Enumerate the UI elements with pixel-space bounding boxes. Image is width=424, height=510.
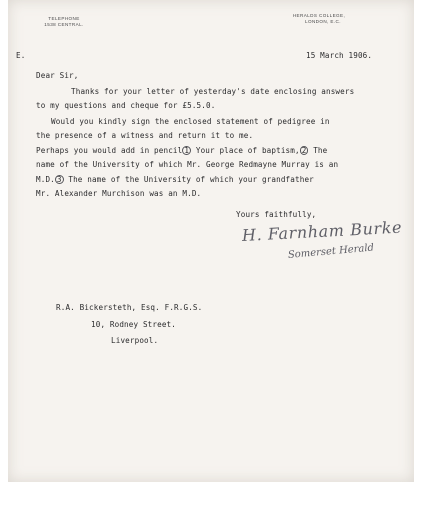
signature: H. Farnham Burke: [241, 217, 403, 245]
signature-title: Somerset Herald: [287, 242, 375, 261]
addressee-street: 10, Rodney Street.: [91, 320, 176, 329]
letterhead-telephone: [36, 16, 92, 28]
body-line-4: the presence of a witness and return it to me.: [36, 131, 254, 140]
body-line-6: name of the University of which Mr. George Redmayne Murray is an: [36, 160, 339, 169]
body-line-8: Mr. Alexander Murchison was an M.D.: [36, 189, 202, 198]
circled-number-3: 3: [56, 175, 62, 184]
body-line-5-end: The: [308, 146, 328, 155]
letterhead-telephone-label: TELEPHONE: [48, 16, 80, 21]
body-line-5: [36, 146, 327, 156]
salutation: Dear Sir,: [36, 71, 79, 80]
addressee-city: Liverpool.: [111, 336, 159, 345]
addressee-name: R.A. Bickersteth, Esq. F.R.G.S.: [56, 303, 203, 312]
circled-number-2: 2: [301, 146, 307, 155]
body-line-2: to my questions and cheque for £5.5.0.: [36, 101, 216, 110]
letterhead-telephone-number: 1538 CENTRAL.: [44, 22, 84, 27]
closing: Yours faithfully,: [236, 210, 317, 219]
body-line-1: Thanks for your letter of yesterday's date enclosing answers: [71, 87, 355, 96]
letter-date: 15 March 1906.: [306, 51, 373, 60]
letter-reference: E.: [16, 51, 26, 60]
letterhead-city: LONDON, E.C.: [305, 19, 341, 24]
circled-number-1: 1: [184, 146, 190, 155]
body-line-3: Would you kindly sign the enclosed statement of pedigree in: [51, 117, 330, 126]
letter-page: [8, 0, 414, 482]
body-line-7-start: M.D.: [36, 175, 55, 184]
body-line-7-end: The name of the University of which your grandfather: [63, 175, 314, 184]
letterhead-institution: HERALDS COLLEGE,: [292, 13, 346, 18]
letterhead-address: [286, 13, 352, 25]
body-line-5-middle: Your place of baptism,: [191, 146, 300, 155]
body-line-7: [36, 175, 314, 185]
body-line-5-start: Perhaps you would add in pencil: [36, 146, 183, 155]
